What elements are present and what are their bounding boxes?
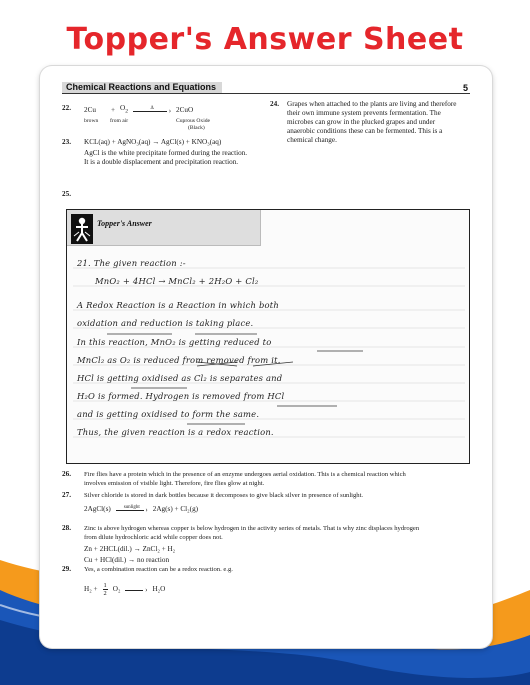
label-brown: brown xyxy=(84,118,99,125)
question-number: 24. xyxy=(270,100,279,108)
answer-line: Grapes when attached to the plants are living and therefore xyxy=(287,100,457,108)
answer-line: from dilute hydrochloric acid while copper does not. xyxy=(84,534,223,541)
answer-line: HCl is getting oxidised as Cl₂ is separates and xyxy=(77,373,283,383)
answer-line: MnO₂ + 4HCl → MnCl₂ + 2H₂O + Cl₂ xyxy=(95,276,259,286)
topper-answer-box xyxy=(66,209,470,464)
question-23 xyxy=(62,138,272,178)
question-28 xyxy=(62,524,472,564)
reactant-o2: $O_2$ xyxy=(120,104,129,115)
reactant-h2: H₂ + xyxy=(84,585,98,593)
reaction-arrow: Δ › xyxy=(133,107,171,115)
label-black: (Black) xyxy=(188,125,205,132)
question-number: 23. xyxy=(62,138,71,146)
answer-line: microbes can grow in the plucked grapes and under xyxy=(287,118,436,126)
answer-line: In this reaction, MnO₂ is getting reduced to xyxy=(77,337,272,347)
question-24 xyxy=(270,100,475,154)
answer-line: their own immune system prevents fermentation. The xyxy=(287,109,441,117)
banner-title: Topper's Answer Sheet xyxy=(66,22,464,57)
answer-line: Thus, the given reaction is a redox reaction. xyxy=(77,427,274,437)
question-number: 28. xyxy=(62,524,71,532)
answer-line: Zinc is above hydrogen whereas copper is below hydrogen in the activity series of metals. That is why zinc displaces hydrogen xyxy=(84,525,420,532)
question-number: 22. xyxy=(62,104,71,112)
reaction-arrow: sunlight › xyxy=(116,506,148,514)
question-number: 25. xyxy=(62,190,71,198)
question-number: 26. xyxy=(62,470,71,478)
question-25 xyxy=(62,190,102,200)
equation xyxy=(84,505,472,514)
equation xyxy=(84,104,264,115)
reactant-o2: O₂ xyxy=(112,585,121,593)
label-from-air: from air xyxy=(110,118,129,125)
reactant-cu: 2Cu xyxy=(84,106,96,115)
answer-line: involves emission of visible light. Therefore, fire flies glow at night. xyxy=(84,480,265,487)
answer-line: It is a double displacement and precipitation reaction. xyxy=(84,158,239,166)
topper-answer-label: Topper's Answer xyxy=(97,219,152,228)
equation: Cu + HCl(dil.) → no reaction xyxy=(84,556,170,564)
reaction-arrow: › xyxy=(125,586,147,594)
answer-line: MnCl₂ as O₂ is reduced from removed from it. xyxy=(77,355,281,365)
label-cuprous-oxide: Cuprous Oxide xyxy=(176,118,211,125)
question-number: 27. xyxy=(62,491,71,499)
answer-line: Silver chloride is stored in dark bottles because it decomposes to give black silver in presence of sunlight. xyxy=(84,492,364,499)
question-26 xyxy=(62,470,472,490)
equation xyxy=(84,582,472,597)
answer-line: A Redox Reaction is a Reaction in which both xyxy=(77,300,279,310)
product-water: H₂O xyxy=(152,585,166,593)
running-header xyxy=(62,80,470,94)
reactant: 2AgCl(s) xyxy=(84,505,111,513)
equation: KCL(aq) + AgNO₃(aq) → AgCl(s) + KNO₃(aq) xyxy=(84,138,222,146)
answer-line: chemical change. xyxy=(287,136,337,144)
question-29 xyxy=(62,565,472,605)
equation: Zn + 2HCL(dil.) → ZnCl₂ + H₂ xyxy=(84,545,176,553)
question-27 xyxy=(62,491,472,517)
answer-line: Fire flies have a protein which in the presence of an enzyme undergoes aerial oxidation. This is a chemical reaction which xyxy=(84,471,406,478)
question-number: 29. xyxy=(62,565,71,573)
answer-line: 21. The given reaction :- xyxy=(77,258,186,268)
answer-line: anaerobic conditions these can be fermented. This is a xyxy=(287,127,443,135)
question-22 xyxy=(62,104,262,138)
product-cuo: 2CuO xyxy=(176,106,194,115)
answer-line: Yes, a combination reaction can be a redox reaction. e.g. xyxy=(84,566,233,573)
answer-line: and is getting oxidised to form the same. xyxy=(77,409,260,419)
fraction-half: $\frac{1}{2}$ xyxy=(103,582,107,597)
chapter-title: Chemical Reactions and Equations xyxy=(62,82,222,93)
answer-page xyxy=(40,66,492,648)
answer-line: oxidation and reduction is taking place. xyxy=(77,318,254,328)
answer-line: H₂O is formed. Hydrogen is removed from HCl xyxy=(77,391,285,401)
plus-sign: + xyxy=(110,106,116,115)
page-number: 5 xyxy=(462,83,468,93)
handwritten-answer xyxy=(67,210,471,465)
answer-line: AgCl is the white precipitate formed during the reaction. xyxy=(84,149,248,157)
product: 2Ag(s) + Cl₂(g) xyxy=(152,505,199,513)
